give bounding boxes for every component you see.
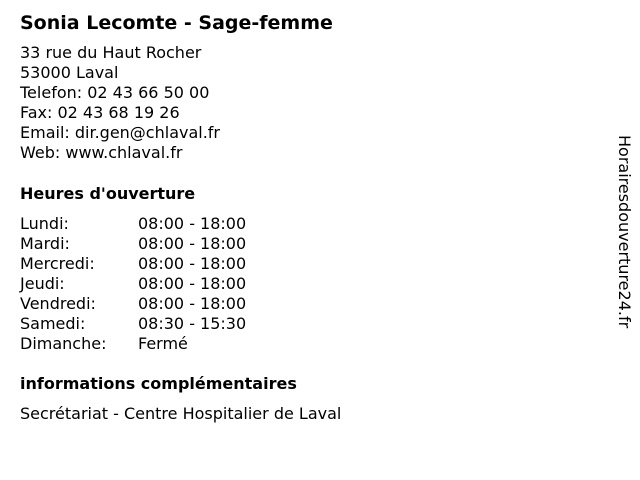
time-range: 08:30 - 15:30 <box>138 314 247 333</box>
website-address: Web: www.chlaval.fr <box>20 143 183 162</box>
time-range: 08:00 - 18:00 <box>138 274 247 293</box>
contact-block <box>20 43 220 163</box>
day-label: Samedi: <box>20 314 86 333</box>
time-range: 08:00 - 18:00 <box>138 214 247 233</box>
email-address: Email: dir.gen@chlaval.fr <box>20 123 221 142</box>
time-range: 08:00 - 18:00 <box>138 254 247 273</box>
street-address: 33 rue du Haut Rocher <box>20 43 202 62</box>
business-title: Sonia Lecomte - Sage-femme <box>20 12 333 34</box>
time-range: Fermé <box>138 334 188 353</box>
day-label: Dimanche: <box>20 334 107 353</box>
opening-hours-heading: Heures d'ouverture <box>20 184 196 203</box>
day-label: Vendredi: <box>20 294 96 313</box>
time-range: 08:00 - 18:00 <box>138 234 247 253</box>
site-brand-link[interactable]: Horairesdouverture24.fr <box>615 135 634 329</box>
day-label: Mercredi: <box>20 254 95 273</box>
phone-number: Telefon: 02 43 66 50 00 <box>20 83 210 102</box>
day-label: Jeudi: <box>20 274 65 293</box>
fax-number: Fax: 02 43 68 19 26 <box>20 103 180 122</box>
city-postcode: 53000 Laval <box>20 63 119 82</box>
time-range: 08:00 - 18:00 <box>138 294 247 313</box>
day-label: Mardi: <box>20 234 70 253</box>
day-label: Lundi: <box>20 214 69 233</box>
additional-info-heading: informations complémentaires <box>20 374 297 393</box>
additional-info-text: Secrétariat - Centre Hospitalier de Laval <box>20 404 342 423</box>
